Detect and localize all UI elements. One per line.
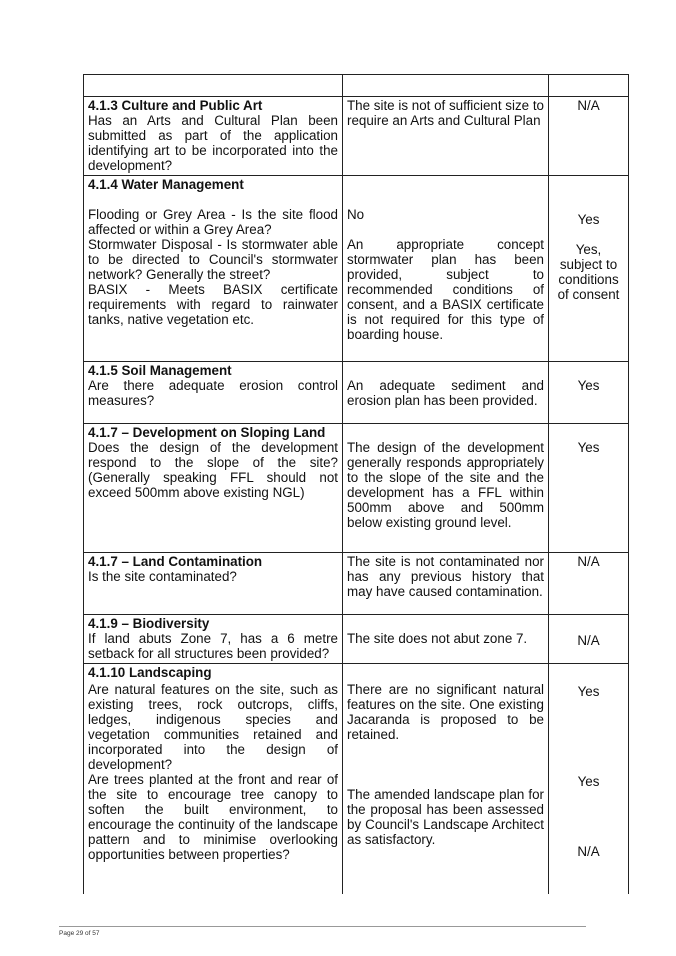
compliance-value: N/A [577, 633, 600, 648]
compliance-value: N/A [577, 98, 600, 113]
control-question: Flooding or Grey Area - Is the site flood affected or within a Grey Area? [88, 207, 338, 237]
table-row-landscaping [84, 664, 629, 894]
control-question: Has an Arts and Cultural Plan been submitted as part of the application identifying art to be incorporated into the development? [88, 113, 338, 173]
page-number: Page 29 of 57 [59, 930, 100, 937]
comment-text: An appropriate concept stormwater plan has been provided, subject to recommended conditions of consent, and a BASIX certificate is not required for this type of boarding house. [347, 237, 544, 342]
section-heading: 4.1.7 – Land Contamination [88, 554, 263, 569]
control-question: If land abuts Zone 7, has a 6 metre setback for all structures been provided? [88, 631, 338, 661]
comment-cell [343, 176, 549, 362]
control-question: Are there adequate erosion control measures? [88, 378, 338, 408]
comment-text: There are no significant natural features on the site. One existing Jacaranda is proposed to be retained. [347, 682, 544, 742]
compliance-value: Yes, subject to conditions of consent [557, 242, 620, 302]
table-row [84, 75, 629, 97]
compliance-value: Yes [577, 440, 600, 455]
section-heading: 4.1.4 Water Management [88, 177, 244, 192]
control-question: Are natural features on the site, such as existing trees, rock outcrops, cliffs, ledges, indigenous species and vegetation communities retained and incorporated into the design of development? [88, 682, 338, 772]
compliance-cell [549, 424, 629, 553]
control-question: Stormwater Disposal - Is stormwater able to be directed to Council's stormwater network? Generally the street? [88, 237, 338, 282]
table-row-culture [84, 97, 629, 176]
control-question: Is the site contaminated? [88, 569, 237, 584]
compliance-value: N/A [577, 554, 600, 569]
compliance-value: Yes [577, 212, 600, 227]
control-cell [84, 424, 343, 553]
table-cell [343, 75, 549, 97]
control-question: BASIX - Meets BASIX certificate requirements with regard to rainwater tanks, native vegetation etc. [88, 282, 338, 327]
table-row-soil [84, 362, 629, 424]
compliance-cell [549, 664, 629, 894]
control-question: Are trees planted at the front and rear of the site to encourage tree canopy to soften the built environment, to encourage the continuity of the landscape pattern and to minimise overlooking opportunities between properties? [88, 772, 338, 862]
section-heading: 4.1.7 – Development on Sloping Land [88, 425, 326, 440]
table-row-contamination [84, 553, 629, 615]
compliance-value: Yes [577, 774, 600, 789]
footer-divider [59, 926, 586, 927]
compliance-cell [549, 553, 629, 615]
comment-cell [343, 553, 549, 615]
compliance-value: Yes [577, 684, 600, 699]
section-heading: 4.1.10 Landscaping [88, 665, 212, 680]
control-cell [84, 97, 343, 176]
control-question: Does the design of the development respond to the slope of the site? (Generally speaking FFL should not exceed 500mm above existing NGL) [88, 440, 338, 500]
control-cell [84, 615, 343, 664]
compliance-value: N/A [577, 844, 600, 859]
compliance-cell [549, 176, 629, 362]
comment-cell [343, 615, 549, 664]
compliance-cell [549, 615, 629, 664]
section-heading: 4.1.5 Soil Management [88, 363, 232, 378]
comment-text: An adequate sediment and erosion plan has been provided. [347, 378, 544, 408]
comment-cell [343, 424, 549, 553]
comment-text: The site is not contaminated nor has any previous history that may have caused contamination. [347, 554, 544, 599]
comment-text: The amended landscape plan for the proposal has been assessed by Council's Landscape Architect as satisfactory. [347, 787, 544, 847]
assessment-table [83, 74, 629, 894]
comment-cell [343, 97, 549, 176]
table-row-slope [84, 424, 629, 553]
section-heading: 4.1.9 – Biodiversity [88, 616, 210, 631]
control-cell [84, 664, 343, 894]
compliance-cell [549, 362, 629, 424]
comment-text: No [347, 207, 365, 222]
comment-text: The site does not abut zone 7. [347, 631, 528, 646]
comment-text: The site is not of sufficient size to require an Arts and Cultural Plan [347, 98, 544, 128]
comment-text: The design of the development generally responds appropriately to the slope of the site and the development has a FFL within 500mm above and 500mm below existing ground level. [347, 440, 544, 530]
compliance-cell [549, 97, 629, 176]
section-heading: 4.1.3 Culture and Public Art [88, 98, 263, 113]
table-row-biodiversity [84, 615, 629, 664]
comment-cell [343, 362, 549, 424]
table-row-water [84, 176, 629, 362]
compliance-value: Yes [577, 378, 600, 393]
control-cell [84, 176, 343, 362]
control-cell [84, 362, 343, 424]
table-cell [549, 75, 629, 97]
table-cell [84, 75, 343, 97]
control-cell [84, 553, 343, 615]
comment-cell [343, 664, 549, 894]
